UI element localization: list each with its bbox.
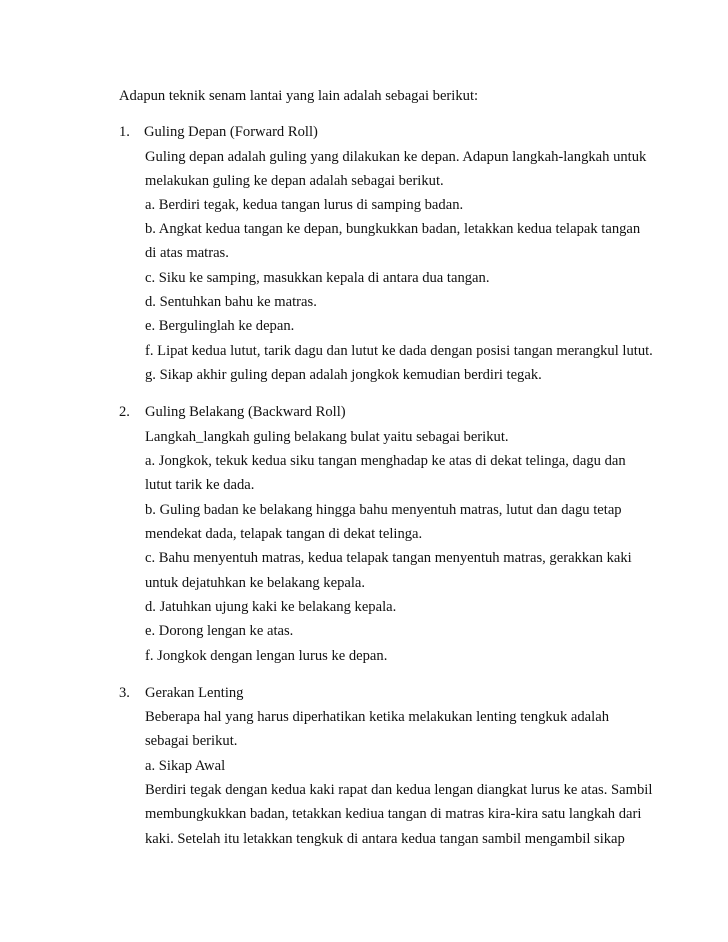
section-1-line: c. Siku ke samping, masukkan kepala di antara dua tangan.: [145, 270, 490, 286]
section-2-line: a. Jongkok, tekuk kedua siku tangan menghadap ke atas di dekat telinga, dagu dan: [145, 453, 626, 469]
section-3-number: 3.: [119, 685, 130, 701]
section-3-line: sebagai berikut.: [145, 733, 238, 749]
section-3-line: membungkukkan badan, tetakkan kediua tangan di matras kira-kira satu langkah dari: [145, 806, 642, 822]
section-1-line: a. Berdiri tegak, kedua tangan lurus di samping badan.: [145, 197, 464, 213]
section-2-line: d. Jatuhkan ujung kaki ke belakang kepala.: [145, 599, 397, 615]
section-1-line: f. Lipat kedua lutut, tarik dagu dan lutut ke dada dengan posisi tangan merangkul lutut.: [145, 343, 653, 359]
section-1-line: e. Bergulinglah ke depan.: [145, 318, 295, 334]
section-2-line: mendekat dada, telapak tangan di dekat telinga.: [145, 526, 423, 542]
section-3-line: Beberapa hal yang harus diperhatikan ketika melakukan lenting tengkuk adalah: [145, 709, 609, 725]
intro-text: Adapun teknik senam lantai yang lain adalah sebagai berikut:: [119, 88, 479, 104]
section-2-line: f. Jongkok dengan lengan lurus ke depan.: [145, 648, 388, 664]
section-3-line: kaki. Setelah itu letakkan tengkuk di antara kedua tangan sambil mengambil sikap: [145, 831, 625, 847]
section-3-line: a. Sikap Awal: [145, 758, 226, 774]
section-1-line: di atas matras.: [145, 245, 229, 261]
section-1-title: Guling Depan (Forward Roll): [144, 124, 318, 140]
section-3-title: Gerakan Lenting: [145, 685, 244, 701]
section-2-line: lutut tarik ke dada.: [145, 477, 255, 493]
section-2-line: c. Bahu menyentuh matras, kedua telapak tangan menyentuh matras, gerakkan kaki: [145, 550, 632, 566]
section-2-number: 2.: [119, 404, 130, 420]
section-2-line: Langkah_langkah guling belakang bulat yaitu sebagai berikut.: [145, 429, 509, 445]
section-1-line: Guling depan adalah guling yang dilakukan ke depan. Adapun langkah-langkah untuk: [145, 149, 647, 165]
section-2-line: e. Dorong lengan ke atas.: [145, 623, 294, 639]
section-1-line: melakukan guling ke depan adalah sebagai berikut.: [145, 173, 444, 189]
section-3-line: Berdiri tegak dengan kedua kaki rapat dan kedua lengan diangkat lurus ke atas. Sambil: [145, 782, 653, 798]
section-1-line: b. Angkat kedua tangan ke depan, bungkukkan badan, letakkan kedua telapak tangan: [145, 221, 641, 237]
section-2-line: untuk dejatuhkan ke belakang kepala.: [145, 575, 366, 591]
section-1-number: 1.: [119, 124, 130, 140]
section-1-line: d. Sentuhkan bahu ke matras.: [145, 294, 317, 310]
section-2-title: Guling Belakang (Backward Roll): [145, 404, 346, 420]
section-1-line: g. Sikap akhir guling depan adalah jongkok kemudian berdiri tegak.: [145, 367, 542, 383]
section-2-line: b. Guling badan ke belakang hingga bahu menyentuh matras, lutut dan dagu tetap: [145, 502, 622, 518]
